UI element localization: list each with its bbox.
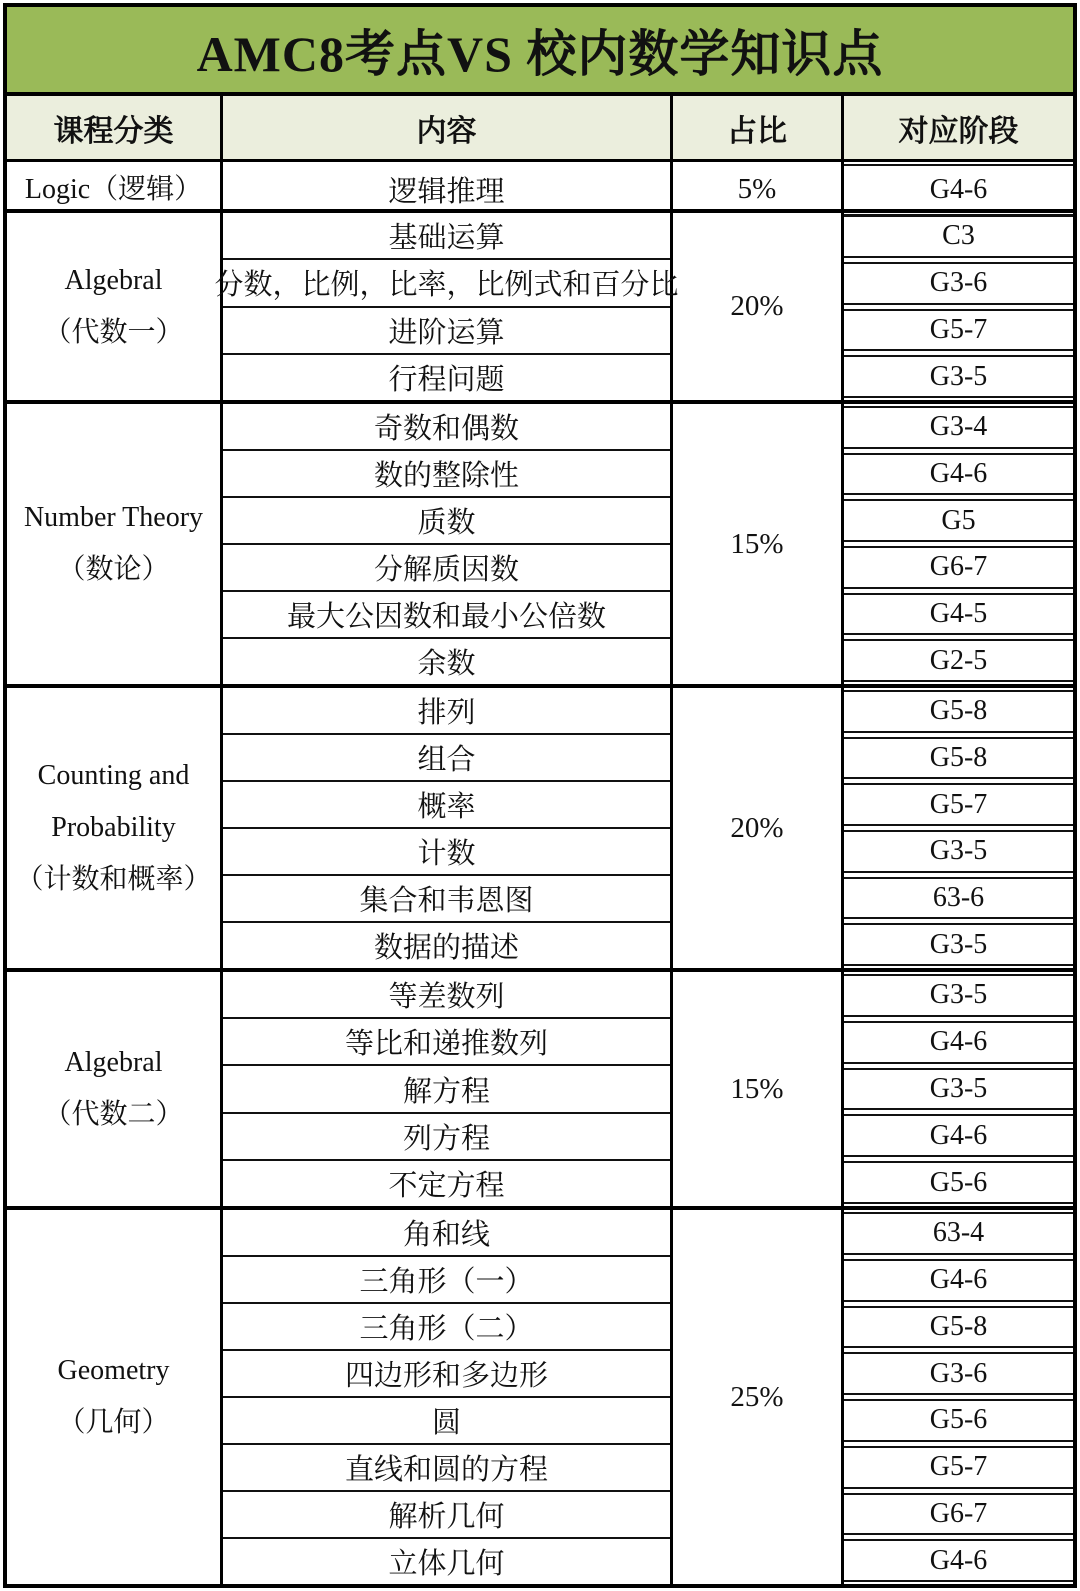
stage-column: [844, 688, 1073, 968]
content-cell: 圆: [223, 1398, 670, 1445]
content-cell: 三角形（二）: [223, 1304, 670, 1351]
stage-column: [844, 162, 1073, 218]
stage-slot: [844, 921, 1073, 968]
category-line: Number Theory: [23, 502, 204, 534]
content-column: [223, 1210, 673, 1584]
stage-cell: G5-6: [844, 1399, 1073, 1442]
content-cell: 排列: [223, 688, 670, 735]
header-row: [7, 96, 1073, 162]
stage-cell: G3-5: [844, 830, 1073, 873]
stage-cell: 63-4: [844, 1212, 1073, 1255]
category-group: [7, 1210, 1073, 1584]
content-cell: 概率: [223, 782, 670, 829]
stage-slot: [844, 735, 1073, 782]
category-line: Algebral: [64, 1047, 163, 1079]
content-cell: 四边形和多边形: [223, 1351, 670, 1398]
share-cell: 20%: [673, 213, 844, 400]
content-column: [223, 688, 673, 968]
stage-cell: G6-7: [844, 1493, 1073, 1536]
stage-cell: G4-6: [844, 1539, 1073, 1582]
content-cell: 解方程: [223, 1066, 670, 1113]
stage-cell: G3-6: [844, 1352, 1073, 1395]
content-column: [223, 162, 673, 218]
content-cell: 分解质因数: [223, 545, 670, 592]
stage-slot: [844, 1210, 1073, 1257]
category-cell: [7, 1210, 223, 1584]
stage-cell: G4-5: [844, 593, 1073, 636]
category-group: [7, 213, 1073, 404]
category-line: Geometry: [57, 1355, 170, 1387]
category-line: （数论）: [57, 554, 170, 585]
content-cell: 数据的描述: [373, 932, 519, 964]
stage-cell: G5-8: [844, 737, 1073, 780]
stage-slot: [844, 497, 1073, 544]
stage-slot: [844, 1304, 1073, 1351]
content-cell: 分数，比例，比率，比例式和百分比: [223, 260, 670, 307]
content-cell: 立体几何: [388, 1548, 505, 1580]
content-cell: 基础运算: [223, 213, 670, 260]
stage-slot: [844, 1537, 1073, 1584]
stage-slot: [844, 544, 1073, 591]
stage-cell: G6-7: [844, 546, 1073, 589]
category-cell: [7, 972, 223, 1206]
stage-column: [844, 213, 1073, 400]
stage-slot: [844, 1019, 1073, 1066]
content-cell: 列方程: [223, 1114, 670, 1161]
stage-cell: G3-5: [844, 974, 1073, 1017]
category-cell: [7, 162, 223, 218]
stage-cell: G3-4: [844, 406, 1073, 449]
content-cell: 逻辑推理: [388, 176, 505, 209]
stage-slot: [844, 1112, 1073, 1159]
stage-slot: [844, 828, 1073, 875]
share-cell: 15%: [673, 972, 844, 1206]
category-line: （代数二）: [43, 1099, 184, 1130]
category-cell: [7, 688, 223, 968]
category-group: [7, 162, 1073, 213]
stage-cell: G4-6: [844, 453, 1073, 496]
stage-slot: [844, 1397, 1073, 1444]
category-line: （几何）: [57, 1407, 170, 1438]
stage-cell: G5-7: [844, 309, 1073, 352]
category-group: [7, 972, 1073, 1210]
stage-cell: G3-6: [844, 262, 1073, 305]
stage-slot: [844, 1444, 1073, 1491]
header-cell-category: 课程分类: [7, 96, 223, 159]
category-line: （计数和概率）: [15, 863, 212, 895]
stage-cell: G3-5: [844, 1068, 1073, 1111]
share-cell: 25%: [673, 1210, 844, 1584]
content-cell: 进阶运算: [223, 308, 670, 355]
stage-cell: G3-5: [844, 355, 1073, 398]
content-cell: 行程问题: [388, 363, 505, 396]
stage-slot: [844, 781, 1073, 828]
stage-cell: G4-6: [844, 1114, 1073, 1157]
stage-cell: G4-6: [844, 164, 1073, 216]
stage-cell: C3: [844, 215, 1073, 258]
stage-column: [844, 404, 1073, 684]
stage-cell: G5-6: [844, 1161, 1073, 1204]
stage-cell: G2-5: [844, 639, 1073, 682]
stage-cell: G5-7: [844, 783, 1073, 826]
content-cell: 等比和递推数列: [223, 1019, 670, 1066]
content-cell: 三角形（一）: [223, 1257, 670, 1304]
content-column: [223, 972, 673, 1206]
share-cell: 5%: [673, 162, 844, 218]
content-cell: 集合和韦恩图: [223, 876, 670, 923]
stage-slot: [844, 591, 1073, 638]
content-cell: 组合: [223, 735, 670, 782]
content-cell: 质数: [223, 498, 670, 545]
stage-slot: [844, 307, 1073, 354]
stage-slot: [844, 875, 1073, 922]
category-group: [7, 404, 1073, 688]
content-cell: 奇数和偶数: [223, 404, 670, 451]
content-cell: 计数: [223, 829, 670, 876]
stage-column: [844, 972, 1073, 1206]
stage-slot: [844, 972, 1073, 1019]
stage-cell: 63-6: [844, 877, 1073, 920]
stage-cell: G3-5: [844, 923, 1073, 966]
header-cell-stage: 对应阶段: [898, 114, 1019, 148]
stage-cell: G5-8: [844, 1306, 1073, 1349]
stage-cell: G4-6: [844, 1021, 1073, 1064]
category-group: [7, 688, 1073, 972]
table-body: [7, 162, 1073, 1584]
category-line: Algebral: [64, 264, 163, 296]
category-cell: [7, 404, 223, 684]
stage-slot: [844, 1350, 1073, 1397]
stage-slot: [844, 353, 1073, 400]
stage-slot: [844, 1066, 1073, 1113]
stage-slot: [844, 1159, 1073, 1206]
stage-cell: G5: [844, 499, 1073, 542]
content-cell: 最大公因数和最小公倍数: [223, 592, 670, 639]
page-title: AMC8考点VS 校内数学知识点: [7, 7, 1073, 96]
stage-slot: [844, 260, 1073, 307]
content-column: [214, 213, 679, 400]
content-column: [223, 404, 673, 684]
content-cell: 数的整除性: [223, 451, 670, 498]
content-cell: 不定方程: [388, 1169, 505, 1202]
stage-cell: G5-7: [844, 1446, 1073, 1489]
content-cell: 等差数列: [223, 972, 670, 1019]
stage-slot: [844, 637, 1073, 684]
stage-slot: [844, 162, 1073, 218]
category-line: Probability: [51, 812, 176, 844]
content-cell: 角和线: [223, 1210, 670, 1257]
share-cell: 15%: [673, 404, 844, 684]
header-cell-share: 占比: [673, 96, 844, 159]
content-cell: 解析几何: [223, 1492, 670, 1539]
stage-slot: [844, 404, 1073, 451]
stage-slot: [844, 213, 1073, 260]
category-line: Counting and: [37, 760, 190, 792]
stage-slot: [844, 688, 1073, 735]
stage-slot: [844, 1491, 1073, 1538]
stage-slot: [844, 451, 1073, 498]
content-cell: 直线和圆的方程: [223, 1445, 670, 1492]
stage-column: [844, 1210, 1073, 1584]
category-cell: [7, 213, 223, 400]
stage-slot: [844, 1257, 1073, 1304]
table-frame: [3, 3, 1077, 1588]
header-cell-content: 内容: [223, 96, 673, 159]
stage-cell: G4-6: [844, 1259, 1073, 1302]
content-cell: 余数: [417, 648, 476, 680]
share-cell: 20%: [673, 688, 844, 968]
category-line: （代数一）: [43, 316, 184, 348]
stage-cell: G5-8: [844, 690, 1073, 733]
category-line: Logic（逻辑）: [24, 174, 203, 205]
